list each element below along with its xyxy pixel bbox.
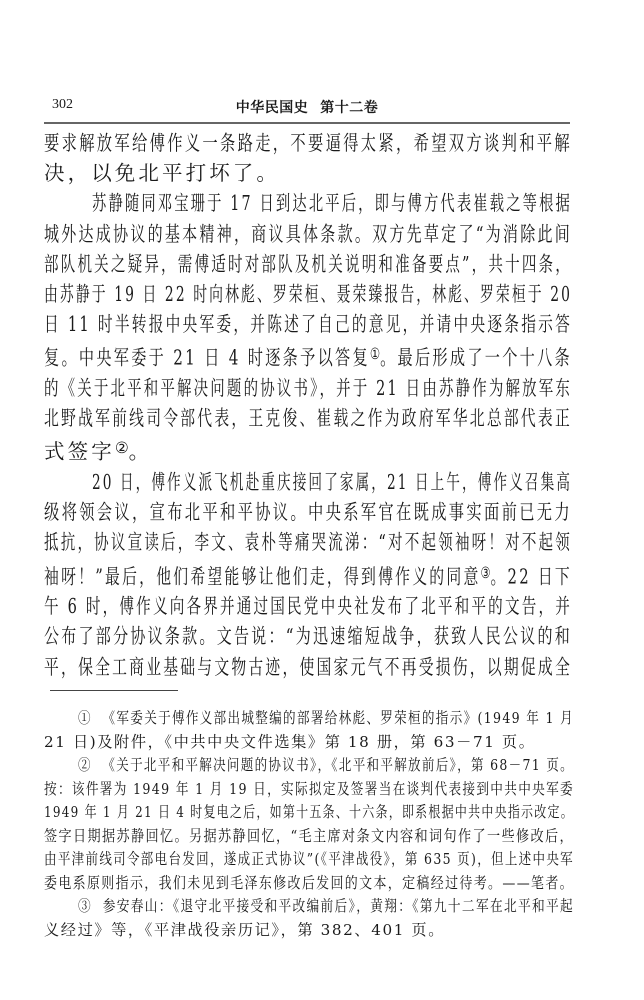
footnote-text: 《军委关于傅作义部出城整编的部署给林彪、罗荣桓的指示》(1949 年 1 月 (102, 709, 574, 727)
volume-label: 第十二卷 (320, 100, 379, 116)
text-segment: 。22 日下 (490, 563, 572, 588)
footnote-line: 委电系原则指示，我们未见到毛泽东修改后发回的文本，定稿经过待考。——笔者。 (44, 873, 574, 892)
footnote-text: 《关于北平和平解决问题的协议书》，《北平和平解放前后》，第 68－71 页。 (102, 756, 574, 774)
footnote-3 (44, 895, 574, 942)
page-header (44, 97, 570, 119)
text-line: 部队机关之疑异，需傅适时对部队及机关说明和准备要点”，共十四条， (44, 251, 572, 276)
text-line: 平，保全工商业基础与文物古迹，使国家元气不再受损伤，以期促成全 (44, 654, 572, 679)
book-title: 中华民国史 (235, 100, 309, 116)
text-segment: 袖呀！”最后，他们希望能够让他们走，得到傅作义的同意 (44, 563, 481, 588)
footnote-line: 义经过》等，《平津战役亲历记》，第 382、401 页。 (44, 920, 445, 939)
text-segment: 复。中央军委于 21 日 4 时逐条予以答复 (44, 345, 370, 370)
footnote-line (44, 754, 574, 778)
text-line (44, 558, 572, 592)
footnote-line (44, 707, 574, 731)
text-line: 决，以免北平打坏了。 (44, 161, 280, 186)
footnote-line: 按：该件署为 1949 年 1 月 19 日，实际拟定及签署当在谈判代表接到中共中央军委 (44, 779, 574, 798)
text-line: 公布了部分协议条款。文告说：“为迅速缩短战争，获致人民公议的和 (44, 624, 572, 649)
footnote-text: 参安春山：《退守北平接受和平改编前后》，黄翔：《第九十二军在北平和平起 (102, 897, 574, 915)
footnote-ref-3[interactable]: ③ (480, 563, 491, 582)
footnote-ref-1[interactable]: ① (369, 345, 381, 364)
text-line: 级将领会议，宣布北平和平协议。中央系军官在既成事实面前已无力 (44, 500, 572, 525)
footnote-line: 1949 年 1 月 21 日 4 时复电之后，如第十五条、十六条，即系根据中共中央指示改定。 (44, 803, 574, 821)
text-segment: 式签字 (44, 439, 115, 464)
text-line: 20 日，傅作义派飞机赴重庆接回了家属，21 日上午，傅作义召集高 (92, 469, 572, 494)
footnote-ref-2[interactable]: ② (114, 439, 129, 458)
footnote-line: 21 日)及附件，《中共中央文件选集》第 18 册，第 63－71 页。 (44, 732, 536, 751)
footnote-marker: ② (78, 756, 92, 774)
text-line: 要求解放军给傅作义一条路走，不要逼得太紧，希望双方谈判和平解 (44, 131, 572, 155)
footnote-line: 由平津前线司令部电台发回，遂成正式协议”(《平津战役》，第 635 页)，但上述中央军 (44, 850, 574, 868)
footnote-2 (44, 754, 574, 895)
text-line: 城外达成协议的基本精神，商议具体条款。双方先草定了“为消除此间 (44, 221, 572, 246)
footnote-separator (50, 690, 178, 691)
paragraph-2 (44, 188, 572, 467)
footnote-1 (44, 707, 574, 754)
running-head (44, 97, 570, 117)
header-rule (44, 122, 570, 124)
text-line: 日 11 时半转报中央军委，并陈述了自己的意见，并请中央逐条指示答 (44, 312, 572, 337)
footnotes (44, 707, 574, 942)
paragraph-3 (44, 467, 572, 682)
text-line: 抵抗，协议宣读后，李文、袁朴等痛哭流涕：“对不起领袖呀！对不起领 (44, 530, 572, 555)
text-line (44, 339, 572, 373)
text-line: 午 6 时，傅作义向各界并通过国民党中央社发布了北平和平的文告，并 (44, 594, 572, 619)
text-line: 的《关于北平和平解决问题的协议书》，并于 21 日由苏静作为解放军东 (44, 376, 572, 400)
footnote-marker: ① (78, 709, 92, 727)
footnote-line: 签字日期据苏静回忆。另据苏静回忆，“毛主席对条文内容和词句作了一些修改后， (44, 826, 574, 845)
text-line: 苏静随同邓宝珊于 17 日到达北平后，即与傅方代表崔载之等根据 (92, 191, 572, 216)
text-line: 由苏静于 19 日 22 时向林彪、罗荣桓、聂荣臻报告，林彪、罗荣桓于 20 (44, 282, 572, 307)
text-line: 北野战军前线司令部代表，王克俊、崔载之作为政府军华北总部代表正 (44, 406, 572, 431)
paragraph-1 (44, 128, 572, 188)
text-segment: 。 (128, 439, 153, 464)
body-text (44, 128, 572, 682)
text-segment: 。最后形成了一个十八条 (380, 345, 572, 370)
text-line (44, 433, 572, 467)
footnote-line (44, 895, 574, 919)
page-number: 302 (52, 97, 73, 112)
footnote-marker: ③ (78, 897, 93, 915)
